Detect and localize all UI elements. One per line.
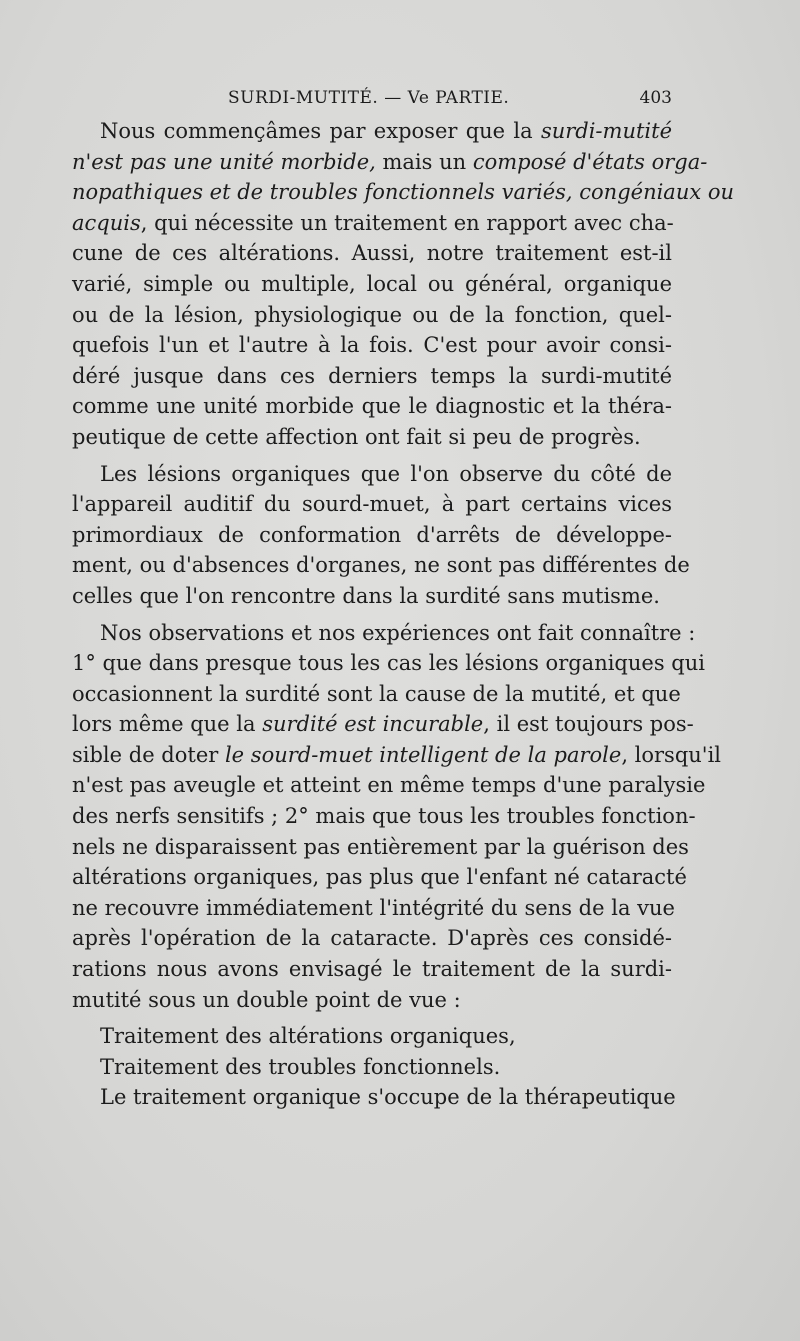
text-line	[72, 740, 722, 771]
paragraph	[72, 618, 722, 1016]
text-line	[72, 147, 708, 178]
text-line	[72, 300, 672, 331]
text-line	[72, 330, 672, 361]
page-header	[100, 88, 672, 118]
paragraph	[72, 1082, 676, 1113]
text-line	[72, 770, 706, 801]
italic-segment: n'est pas une unité morbide,	[72, 149, 376, 174]
text-line	[72, 116, 672, 147]
text-line	[72, 1052, 672, 1083]
text-line	[72, 459, 672, 490]
text-line	[72, 985, 672, 1016]
text-segment: altérations organiques, pas plus que l'enfant né cataracté	[72, 865, 687, 890]
text-line	[72, 862, 687, 893]
text-line	[72, 832, 689, 863]
text-segment: mutité sous un double point de vue :	[72, 987, 461, 1012]
italic-segment: composé d'états orga-	[472, 149, 708, 174]
text-line	[72, 581, 672, 612]
text-segment: Nos observations et nos expériences ont fait connaître :	[100, 620, 696, 645]
text-segment: lors même que la	[72, 712, 263, 737]
italic-segment: acquis	[72, 210, 141, 235]
text-segment: Nous commençâmes par exposer que la	[100, 119, 541, 143]
paragraph	[72, 459, 690, 612]
text-line	[72, 893, 675, 924]
text-segment: Le traitement organique s'occupe de la thérapeutique	[100, 1085, 676, 1110]
paragraph	[72, 1052, 672, 1083]
text-segment: 1° que dans presque tous les cas les lésions organiques qui	[72, 651, 705, 676]
text-segment: , il est toujours pos-	[483, 712, 694, 737]
text-line	[72, 489, 672, 520]
text-line	[72, 1082, 676, 1113]
text-segment: peutique de cette affection ont fait si peu de progrès.	[72, 424, 641, 449]
text-segment: ne recouvre immédiatement l'intégrité du sens de la vue	[72, 895, 675, 920]
italic-segment: nopathiques et de troubles fonctionnels variés, congéniaux ou	[72, 180, 735, 205]
italic-segment: surdité est incurable	[262, 712, 484, 737]
text-segment: primordiaux de conformation d'arrêts de développe-	[72, 522, 672, 547]
text-segment: Traitement des altérations organiques,	[100, 1024, 516, 1049]
text-segment: sible de doter	[72, 742, 225, 767]
text-line	[72, 618, 696, 649]
text-segment: cune de ces altérations. Aussi, notre traitement est-il	[72, 241, 672, 266]
text-segment: , lorsqu'il	[621, 742, 722, 767]
page-number: 403	[639, 88, 672, 108]
text-segment: varié, simple ou multiple, local ou général, organique	[72, 271, 672, 296]
body-text	[72, 116, 735, 1113]
text-segment: rations nous avons envisagé le traitement de la surdi-	[72, 957, 672, 982]
text-segment: occasionnent la surdité sont la cause de la mutité, et que	[72, 681, 681, 706]
text-line	[72, 954, 672, 985]
text-segment: l'appareil auditif du sourd-muet, à part certains vices	[72, 492, 672, 517]
paragraph	[72, 1021, 672, 1052]
italic-segment: le sourd-muet intelligent de la parole	[224, 742, 622, 767]
running-title: SURDI-MUTITÉ. — Ve PARTIE.	[228, 88, 510, 108]
paragraph	[72, 116, 735, 453]
text-line	[72, 208, 672, 239]
text-line	[72, 550, 690, 581]
text-segment: n'est pas aveugle et atteint en même temps d'une paralysie	[72, 773, 706, 798]
text-segment: des nerfs sensitifs ; 2° mais que tous les troubles fonction-	[72, 804, 696, 829]
text-segment: ou de la lésion, physiologique ou de la fonction, quel-	[72, 302, 672, 327]
text-line	[72, 709, 694, 740]
text-segment: quefois l'un et l'autre à la fois. C'est pour avoir consi-	[72, 333, 672, 358]
text-segment: déré jusque dans ces derniers temps la surdi-mutité	[72, 363, 672, 388]
text-line	[72, 801, 696, 832]
text-segment: mais un	[375, 149, 473, 174]
text-segment: ment, ou d'absences d'organes, ne sont pas différentes de	[72, 553, 690, 578]
text-segment: après l'opération de la cataracte. D'après ces considé-	[72, 926, 672, 951]
text-segment: , qui nécessite un traitement en rapport avec cha-	[140, 210, 674, 235]
text-line	[72, 238, 672, 269]
text-segment: nels ne disparaissent pas entièrement par la guérison des	[72, 834, 689, 859]
text-line	[72, 422, 672, 453]
text-line	[72, 679, 681, 710]
text-line	[72, 361, 672, 392]
text-line	[72, 923, 672, 954]
text-line	[72, 391, 672, 422]
text-line	[72, 269, 672, 300]
text-line	[72, 520, 672, 551]
text-segment: comme une unité morbide que le diagnostic et la théra-	[72, 394, 672, 419]
text-segment: celles que l'on rencontre dans la surdité sans mutisme.	[72, 583, 660, 608]
italic-segment: surdi-mutité	[540, 119, 672, 143]
text-line	[72, 648, 705, 679]
text-segment: Les lésions organiques que l'on observe du côté de	[100, 461, 672, 486]
text-line	[72, 1021, 672, 1052]
text-segment: Traitement des troubles fonctionnels.	[100, 1054, 501, 1079]
text-line	[72, 177, 735, 208]
